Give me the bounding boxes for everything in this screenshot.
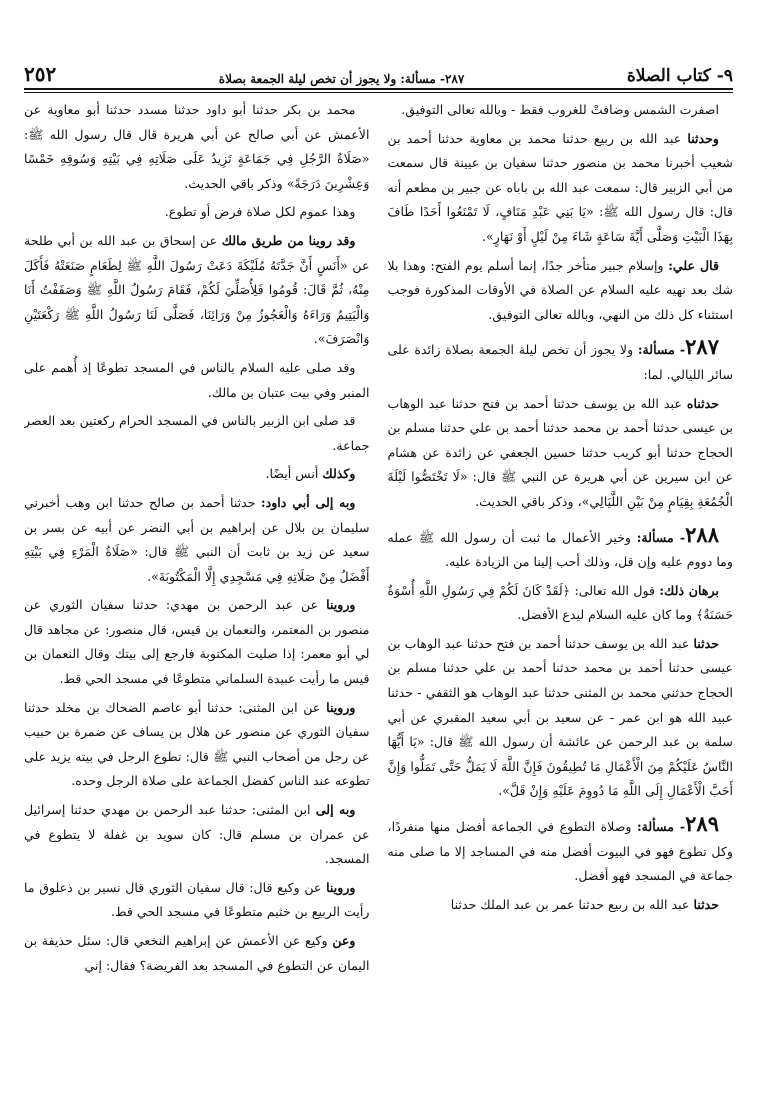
text-columns — [24, 98, 733, 1102]
paragraph-lead: وروينا — [326, 879, 356, 895]
paragraph — [24, 462, 370, 487]
section-title: ٢٨٧- مسألة: ولا يجوز أن تخص ليلة الجمعة بصلاة — [218, 72, 465, 86]
issue-number: ٢٨٨ — [685, 521, 719, 547]
paragraph — [24, 798, 370, 872]
paragraph-text: وخير الأعمال ما ثبت أن رسول الله ﷺ عمله وما دووم عليه وإن قل، وذلك أحب إلينا من الزيادة عليه. — [387, 529, 733, 570]
paragraph — [24, 491, 370, 589]
paragraph-lead: وحدثنا — [687, 130, 719, 146]
paragraph — [24, 929, 370, 978]
paragraph-lead: حدثنا — [693, 896, 719, 912]
paragraph-text: أنس أيضًا. — [265, 466, 319, 482]
paragraph-lead: حدثناه — [686, 395, 719, 411]
paragraph-text: محمد بن بكر حدثنا أبو داود حدثنا مسدد حدثنا أبو معاوية عن الأعمش عن أبي صالح عن أبي هريرة قال قال رسول الله ﷺ: «صَلَاةُ الرَّجُلِ فِي جَمَاعَةٍ تَزِيدُ عَلَى صَلَاتِهِ فِي بَيْتِهِ وَسُوقِهِ خَمْسًا وَعِشْرِينَ دَرَجَةً» وذكر باقي الحديث. — [24, 102, 370, 191]
running-header — [24, 54, 733, 86]
paragraph-text: اصفرت الشمس وضافتْ للغروب فقط - وبالله تعالى التوفيق. — [401, 102, 719, 117]
header-rule-thin — [24, 92, 733, 93]
paragraph-text: وإسلام جبير متأخر جدًا، إنما أسلم يوم الفتح: وهذا بلا شك بعد نهيه عليه السلام عن الصلاة في الأوقات المذكورة فوجب استثناء كل ذلك من النهي، وبالله تعالى التوفيق. — [387, 257, 733, 322]
paragraph-lead: - مسألة: — [637, 342, 686, 358]
paragraph — [24, 98, 370, 196]
paragraph — [388, 392, 734, 515]
paragraph-lead: برهان ذلك: — [659, 582, 719, 598]
left-column — [24, 98, 370, 1102]
paragraph — [388, 98, 734, 123]
paragraph-text: عبد الله بن ربيع حدثنا محمد بن معاوية حدثنا أحمد بن شعيب أخبرنا محمد بن منصور حدثنا سفيان بن عيينة قال سمعت من أبي الزبير قال: سمعت عبد الله بن باباه عن جبير بن مطعم أنه قال: قال رسول الله ﷺ: «يَا بَنِي عَبْدِ مَنَافٍ، لَا تَمْنَعُوا أَحَدًا طَافَ بِهَذَا الْبَيْتِ وَصَلَّى أَيَّةَ سَاعَةٍ شَاءَ مِنْ لَيْلٍ أَوْ نَهَارٍ». — [387, 130, 733, 244]
paragraph-text: عن وكيع قال: قال سفيان الثوري قال نسير بن ذعلوق ما رأيت الربيع بن خثيم متطوعًا في مسجد الحي قط. — [24, 879, 370, 920]
paragraph-text: قد صلى ابن الزبير بالناس في المسجد الحرام ركعتين بعد العصر جماعة. — [24, 413, 370, 453]
paragraph-lead: وقد روينا من طريق مالك — [221, 232, 356, 248]
paragraph-lead: - مسألة: — [636, 529, 686, 545]
paragraph — [24, 356, 370, 405]
paragraph — [388, 632, 734, 804]
paragraph — [388, 523, 734, 575]
paragraph-lead: وبه إلى أبي داود: — [260, 494, 356, 510]
paragraph-lead: وروينا — [326, 597, 356, 613]
paragraph-text: وقد صلى عليه السلام بالناس في المسجد تطوعًا إذ أُهمم على المنبر وفي بيت عتبان بن مالك. — [24, 359, 370, 400]
paragraph-text: عن ابن المثنى: حدثنا أبو عاصم الضحاك بن مخلد حدثنا سفيان الثوري عن منصور عن هلال بن يساف عن ضمرة بن حبيب عن رجل من أصحاب النبي ﷺ قال: تطوع الرجل في بيته يزيد على تطوعه عند الناس كفضل الجماعة على صلاة الرجل وحده. — [24, 699, 370, 789]
paragraph-lead: وعن — [332, 933, 356, 948]
paragraph — [24, 696, 370, 794]
header-rule — [24, 88, 733, 90]
paragraph — [24, 593, 370, 691]
paragraph-text: قول الله تعالى: ﴿لَقَدْ كَانَ لَكُمْ فِي رَسُولِ اللَّهِ أُسْوَةٌ حَسَنَةٌ﴾ وما كان عليه السلام ليدع الأفضل. — [387, 582, 733, 623]
paragraph-text: عبد الله بن يوسف حدثنا أحمد بن فتح حدثنا عبد الوهاب بن عيسى حدثنا أحمد بن محمد حدثنا أحمد بن علي حدثنا مسلم بن الحجاج حدثني محمد بن المثنى حدثنا عبد الوهاب هو الثقفي - حدثنا عبيد الله هو ابن عمر - عن سعيد بن أبي سعيد المقبري عن أبي سلمة بن عبد الرحمن عن عائشة أن رسول الله ﷺ قال: «يَا أَيُّهَا النَّاسُ عَلَيْكُمْ مِنَ الْأَعْمَالِ مَا تُطِيقُونَ فَإِنَّ اللَّهَ لَا يَمَلُّ حَتَّى تَمَلُّوا وَإِنَّ أَحَبَّ الْأَعْمَالِ إِلَى اللَّهِ مَا دُووِمَ عَلَيْهِ وَإِنْ قَلَّ». — [387, 635, 733, 799]
paragraph — [24, 229, 370, 352]
paragraph-text: وهذا عموم لكل صلاة فرض أو تطوع. — [164, 204, 356, 220]
paragraph-lead: وروينا — [326, 699, 356, 715]
paragraph-lead: - مسألة: — [636, 819, 686, 835]
issue-number: ٢٨٧ — [685, 334, 719, 360]
paragraph — [388, 127, 734, 250]
paragraph-lead: وبه إلى — [315, 802, 356, 818]
paragraph-text: ولا يجوز أن تخص ليلة الجمعة بصلاة زائدة على سائر الليالي. لما: — [387, 342, 733, 382]
paragraph-lead: وكذلك — [322, 466, 356, 482]
paragraph — [24, 876, 370, 925]
paragraph — [24, 200, 370, 225]
paragraph — [24, 409, 370, 458]
paragraph-text: عن عبد الرحمن بن مهدي: حدثنا سفيان الثوري عن منصور بن المعتمر، والنعمان بن قيس، قال منصور: عن مجاهد قال لي أبو معمر: إذا صليت المكتوبة فارجع إلى بيتك وقال النعمان بن قيس ما رأيت عبيدة السلماني متطوعًا في مسجد الحي قط. — [24, 597, 370, 687]
paragraph-text: عن إسحاق بن عبد الله بن أبي طلحة عن «أَنَسٍ أَنَّ جَدَّتَهُ مُلَيْكَةَ دَعَتْ رَسُولَ اللَّهِ ﷺ لِطَعَامٍ صَنَعَتْهُ فَأَكَلَ مِنْهُ، ثُمَّ قَالَ: قُومُوا فَلِأُصَلِّيَ لَكُمْ، فَقَامَ رَسُولُ اللَّهِ ﷺ وَصَفَفْتُ أَنَا وَالْيَتِيمُ وَرَاءَهُ وَالْعَجُوزُ مِنْ وَرَائِنَا، فَصَلَّى لَنَا رَسُولُ اللَّهِ ﷺ رَكْعَتَيْنِ وَانْصَرَفَ». — [24, 232, 370, 347]
paragraph — [388, 335, 734, 387]
paragraph-lead: قال علي: — [668, 257, 719, 273]
issue-number: ٢٨٩ — [685, 811, 719, 837]
paragraph — [388, 579, 734, 628]
book-title: ٩- كتاب الصلاة — [626, 66, 733, 86]
page-number: ٢٥٢ — [24, 62, 57, 86]
paragraph — [388, 893, 734, 918]
paragraph-text: عبد الله بن ربيع حدثنا عمر بن عبد الملك حدثنا — [450, 896, 690, 912]
paragraph-text: عبد الله بن يوسف حدثنا أحمد بن فتح حدثنا عبد الوهاب بن عيسى حدثنا أحمد بن محمد حدثنا أحمد بن علي حدثنا مسلم بن الحجاج حدثنا أبو كريب حدثنا حسين الجعفي عن زائدة عن هشام عن ابن سيرين عن أبي هريرة عن النبي ﷺ قال: «لَا تَخْتَصُّوا لَيْلَةَ الْجُمُعَةِ بِقِيَامٍ مِنْ بَيْنِ اللَّيَالِي»، وذكر باقي الحديث. — [387, 395, 733, 509]
paragraph — [388, 812, 734, 889]
paragraph-text: ابن المثنى: حدثنا عبد الرحمن بن مهدي حدثنا إسرائيل عن عمران بن مسلم قال: كان سويد بن غفلة لا يتطوع في المسجد. — [24, 802, 370, 867]
paragraph-text: وصلاة التطوع في الجماعة أفضل منها منفردًا، وكل تطوع فهو في البيوت أفضل منه في المساجد إلا ما صلى منه جماعة في المسجد فهو أفضل. — [387, 819, 733, 884]
paragraph-text: وكيع عن الأعمش عن إبراهيم النخعي قال: سئل حذيفة بن اليمان عن التطوع في المسجد بعد الفريضة؟ فقال: إني — [24, 933, 370, 973]
paragraph — [388, 254, 734, 328]
paragraph-lead: حدثنا — [693, 635, 719, 651]
right-column — [388, 98, 734, 1102]
paragraph-text: حدثنا أحمد بن صالح حدثنا ابن وهب أخبرني سليمان بن بلال عن إبراهيم بن أبي النضر عن أبيه عن بسر بن سعيد عن زيد بن ثابت أن النبي ﷺ قال: «صَلَاةُ الْمَرْءِ فِي بَيْتِهِ أَفْضَلُ مِنْ صَلَاتِهِ فِي مَسْجِدِي إِلَّا الْمَكْتُوبَةَ». — [24, 494, 370, 584]
